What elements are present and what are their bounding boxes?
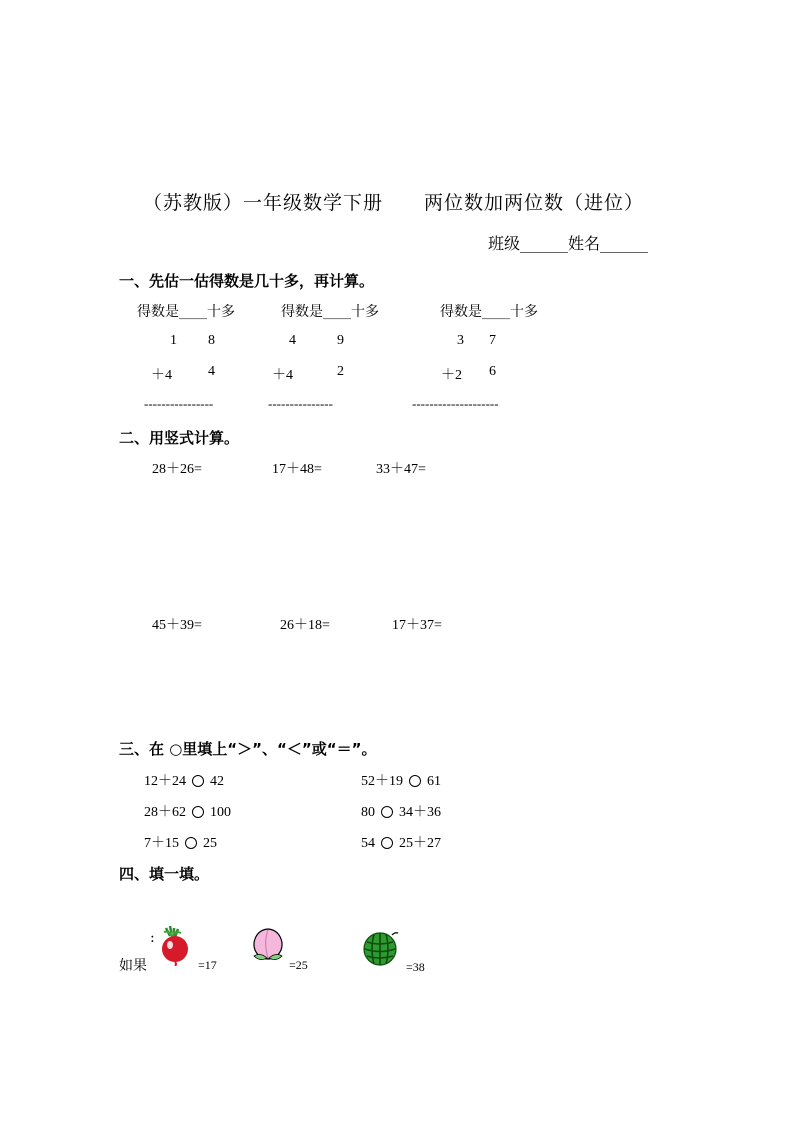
watermelon-value: =38	[406, 960, 425, 974]
compare-left: 54	[361, 836, 375, 851]
compare-circle[interactable]	[192, 775, 204, 787]
compare-left: 52＋19	[361, 774, 403, 789]
addend: ＋4	[272, 368, 293, 383]
digit: 8	[208, 333, 215, 348]
answer-line: ----------------	[144, 396, 214, 411]
compare-row	[144, 801, 231, 821]
compare-circle[interactable]	[381, 837, 393, 849]
compare-right: 34＋36	[399, 805, 441, 820]
digit: 6	[489, 364, 496, 379]
compare-left: 28＋62	[144, 805, 186, 820]
vertical-problem: 28＋26=	[152, 462, 202, 477]
if-prefix: 如果	[119, 958, 147, 974]
digit: 7	[489, 333, 496, 348]
vertical-problem: 33＋47=	[376, 462, 426, 477]
addend: ＋4	[151, 368, 172, 383]
section-3-heading: 三、在 ○里填上“＞”、“＜”或“＝”。	[119, 740, 377, 758]
compare-row	[144, 770, 224, 790]
compare-right: 100	[210, 805, 231, 820]
radish-value: =17	[198, 958, 217, 972]
watermelon-icon	[362, 930, 400, 966]
section-2-heading: 二、用竖式计算。	[119, 429, 240, 447]
compare-circle[interactable]	[185, 837, 197, 849]
compare-right: 61	[427, 774, 441, 789]
digit: 4	[208, 364, 215, 379]
compare-right: 25＋27	[399, 836, 441, 851]
compare-row	[144, 832, 217, 852]
estimate-prompt: 得数是____十多	[137, 304, 235, 320]
compare-left: 12＋24	[144, 774, 186, 789]
addend: ＋2	[441, 368, 462, 383]
answer-line: --------------------	[412, 396, 499, 411]
compare-circle[interactable]	[381, 806, 393, 818]
compare-circle[interactable]	[192, 806, 204, 818]
digit: 9	[337, 333, 344, 348]
section-4-heading: 四、填一填。	[119, 865, 210, 883]
compare-row	[361, 770, 441, 790]
compare-right: 25	[203, 836, 217, 851]
peach-value: =25	[289, 958, 308, 972]
compare-row	[361, 801, 441, 821]
vertical-problem: 26＋18=	[280, 618, 330, 633]
vertical-problem: 17＋37=	[392, 618, 442, 633]
answer-line: ---------------	[268, 396, 333, 411]
compare-left: 7＋15	[144, 836, 179, 851]
title-right: 两位数加两位数（进位）	[424, 192, 645, 214]
vertical-problem: 17＋48=	[272, 462, 322, 477]
estimate-prompt: 得数是____十多	[440, 304, 538, 320]
digit: 2	[337, 364, 344, 379]
digit: 3	[457, 333, 464, 348]
title-left: （苏教版）一年级数学下册	[143, 192, 384, 214]
compare-left: 80	[361, 805, 375, 820]
vertical-problem: 45＋39=	[152, 618, 202, 633]
colon: :	[150, 930, 155, 946]
compare-circle[interactable]	[409, 775, 421, 787]
peach-icon	[250, 926, 286, 964]
section-1-heading: 一、先估一估得数是几十多，再计算。	[119, 272, 375, 290]
digit: 1	[170, 333, 177, 348]
estimate-prompt: 得数是____十多	[281, 304, 379, 320]
compare-row	[361, 832, 441, 852]
digit: 4	[289, 333, 296, 348]
compare-right: 42	[210, 774, 224, 789]
radish-icon	[158, 926, 194, 966]
class-name-line: 班级______姓名______	[488, 234, 649, 253]
